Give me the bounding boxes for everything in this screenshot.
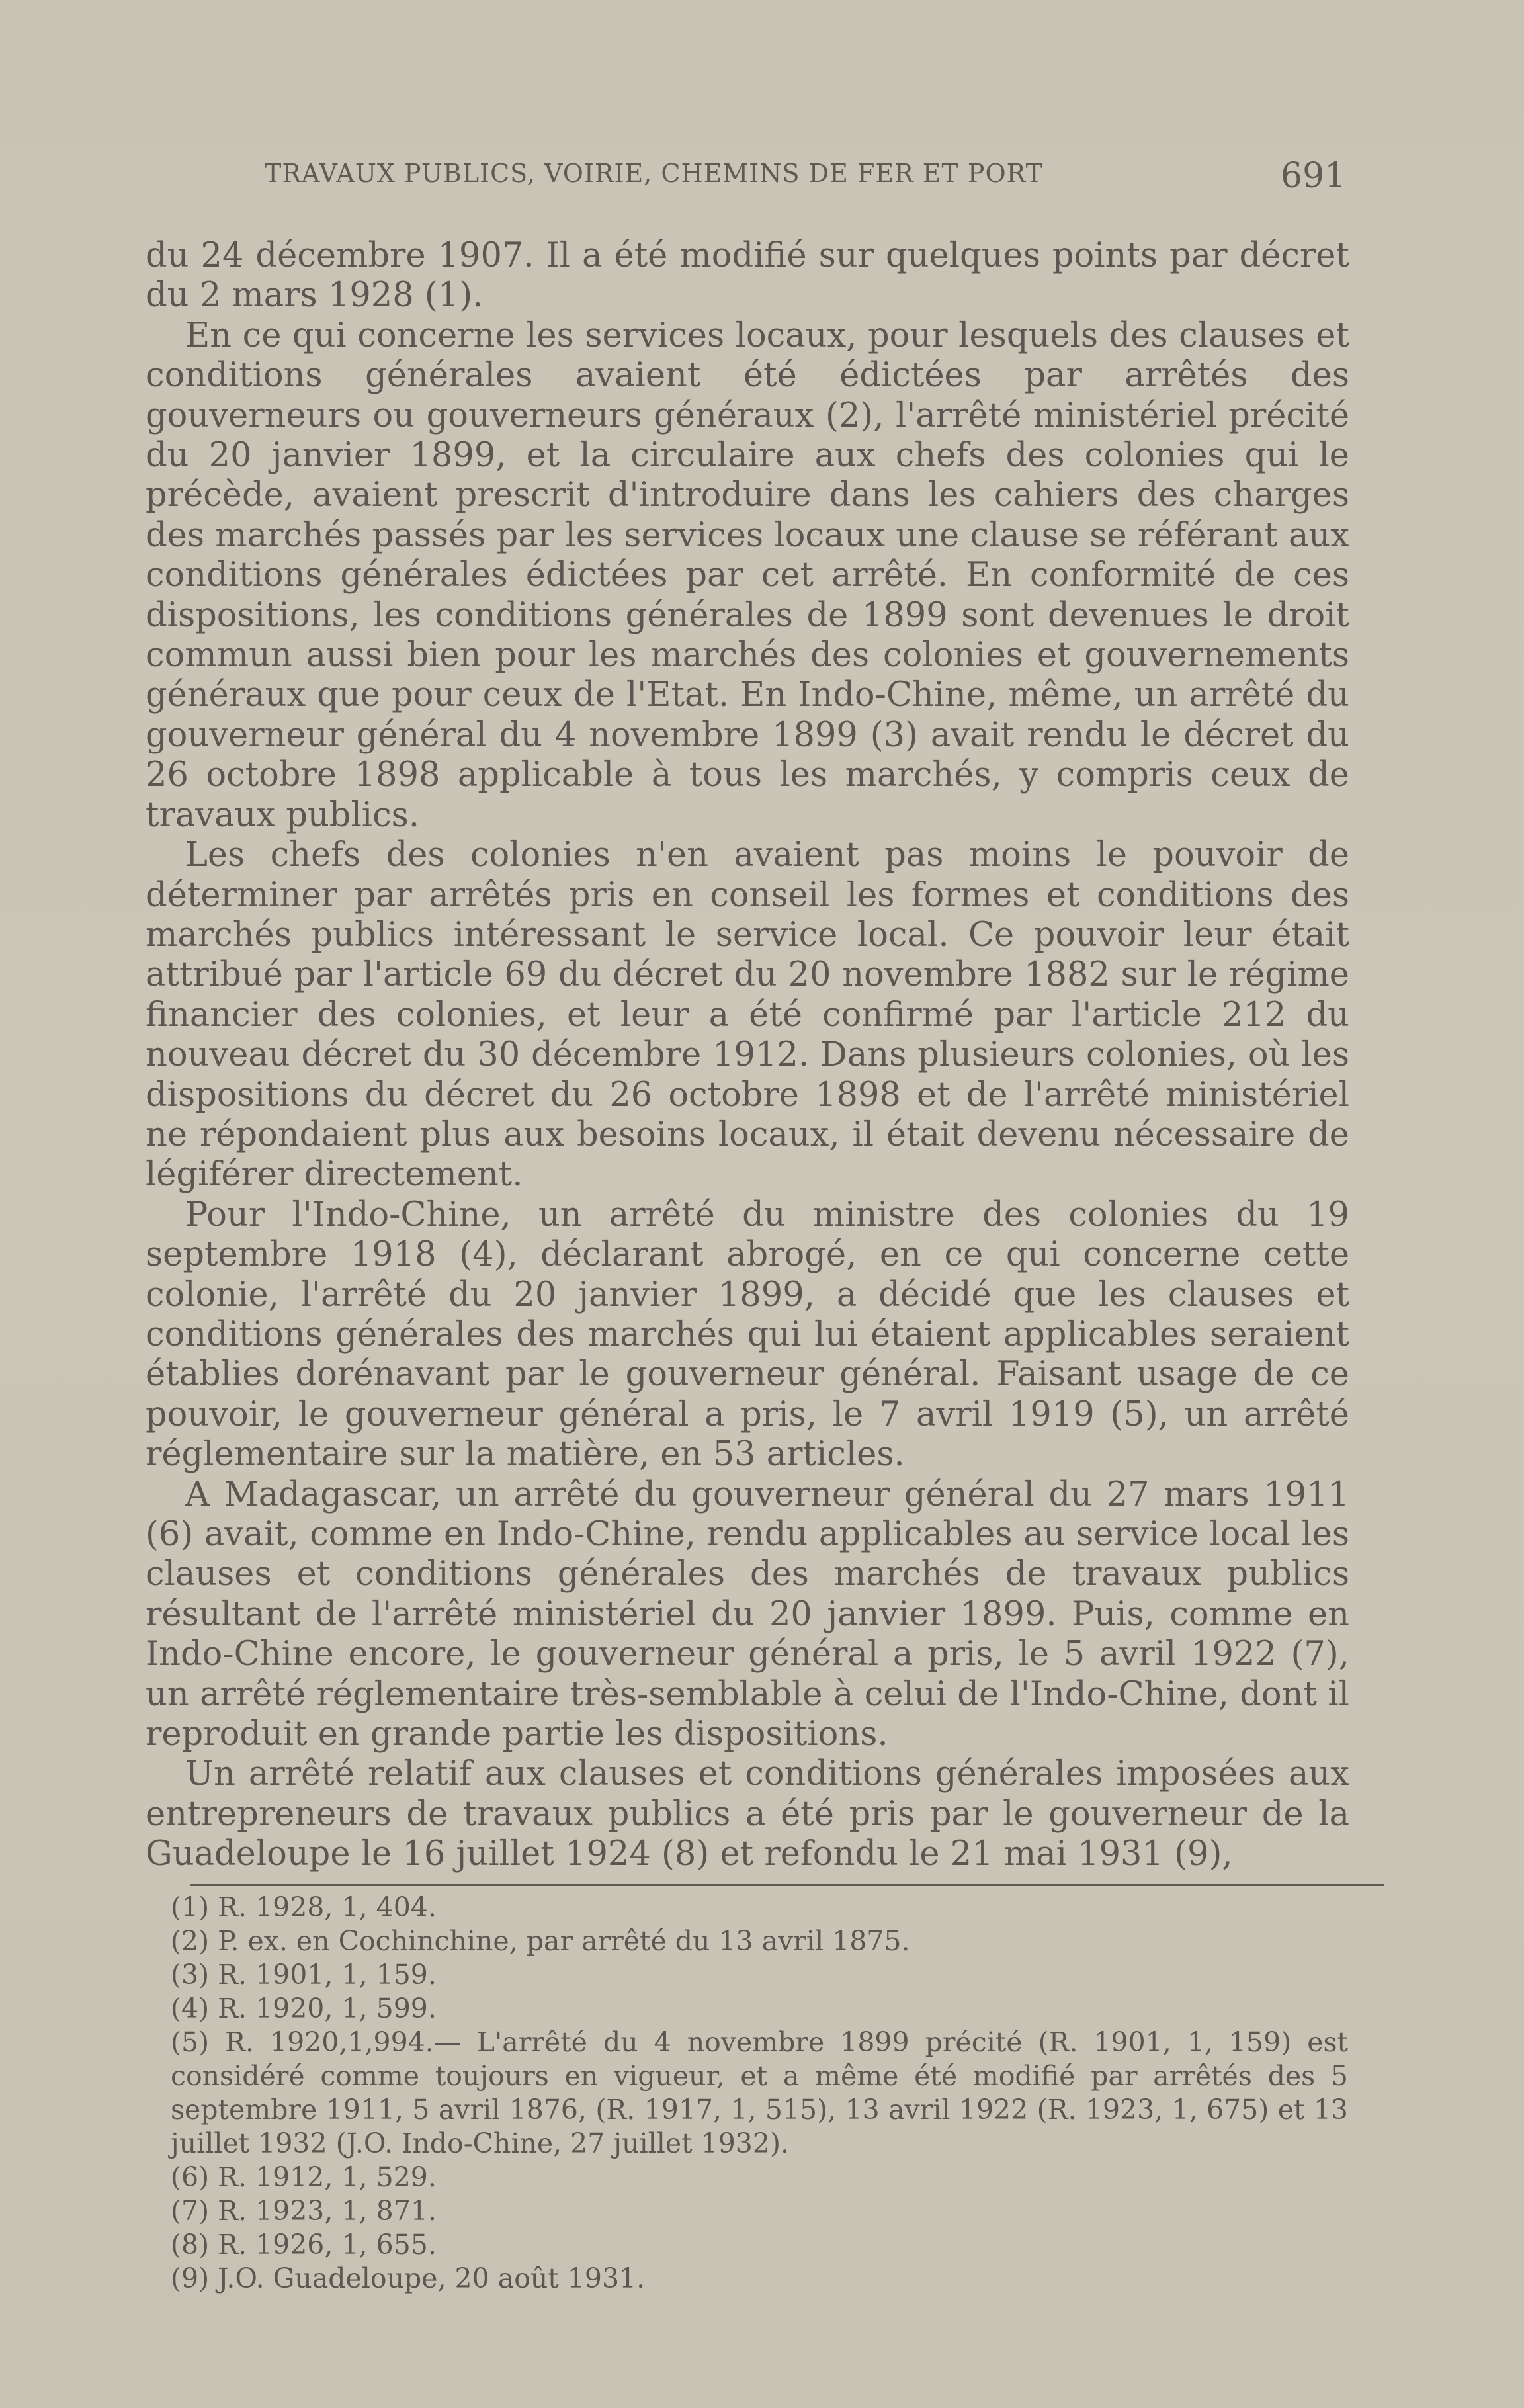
- main-text: [146, 236, 1349, 1875]
- paragraph: Pour l'Indo-Chine, un arrêté du ministre des colonies du 19 septembre 1918 (4), déclarant abrogé, en ce qui concerne cette colonie, l'arrêté du 20 janvier 1899, a décidé que les clauses et conditions générales des marchés qui lui étaient applicables seraient établies dorénavant par le gouverneur général. Faisant usage de ce pouvoir, le gouverneur général a pris, le 7 avril 1919 (5), un arrêté réglementaire sur la matière, en 53 articles.: [146, 1195, 1349, 1475]
- paragraph: Les chefs des colonies n'en avaient pas moins le pouvoir de déterminer par arrêtés pris en conseil les formes et conditions des marchés publics intéressant le service local. Ce pouvoir leur était attribué par l'article 69 du décret du 20 novembre 1882 sur le régime financier des colonies, et leur a été confirmé par l'article 212 du nouveau décret du 30 décembre 1912. Dans plusieurs colonies, où les dispositions du décret du 26 octobre 1898 et de l'arrêté ministériel ne répondaient plus aux besoins locaux, il était devenu nécessaire de légiférer directement.: [146, 836, 1349, 1195]
- footnote: (3) R. 1901, 1, 159.: [171, 1959, 437, 1991]
- footnote: (7) R. 1923, 1, 871.: [171, 2195, 437, 2227]
- footnote-separator: [190, 1884, 1384, 1886]
- paragraph: du 24 décembre 1907. Il a été modifié sur quelques points par décret du 2 mars 1928 (1).: [146, 236, 1349, 316]
- paragraph: Un arrêté relatif aux clauses et conditions générales imposées aux entrepreneurs de travaux publics a été pris par le gouverneur de la Guadeloupe le 16 juillet 1924 (8) et refondu le 21 mai 1931 (9),: [146, 1754, 1349, 1874]
- footnotes: [171, 1891, 1348, 2296]
- footnote: (8) R. 1926, 1, 655.: [171, 2229, 437, 2260]
- footnote: (2) P. ex. en Cochinchine, par arrêté du 13 avril 1875.: [171, 1925, 910, 1957]
- footnote: (6) R. 1912, 1, 529.: [171, 2161, 437, 2193]
- running-title: TRAVAUX PUBLICS, VOIRIE, CHEMINS DE FER ET PORT: [265, 159, 1043, 188]
- paragraph: A Madagascar, un arrêté du gouverneur général du 27 mars 1911 (6) avait, comme en Indo-Chine, rendu applicables au service local les clauses et conditions générales des marchés de travaux publics résultant de l'arrêté ministériel du 20 janvier 1899. Puis, comme en Indo-Chine encore, le gouverneur général a pris, le 5 avril 1922 (7), un arrêté réglementaire très-semblable à celui de l'Indo-Chine, dont il reproduit en grande partie les dispositions.: [146, 1475, 1349, 1754]
- footnote: (9) J.O. Guadeloupe, 20 août 1931.: [171, 2262, 646, 2294]
- footnote: (1) R. 1928, 1, 404.: [171, 1891, 437, 1923]
- footnote: (5) R. 1920,1,994.— L'arrêté du 4 novembre 1899 précité (R. 1901, 1, 159) est considéré comme toujours en vigueur, et a même été modifié par arrêtés des 5 septembre 1911, 5 avril 1876, (R. 1917, 1, 515), 13 avril 1922 (R. 1923, 1, 675) et 13 juillet 1932 (J.O. Indo-Chine, 27 juillet 1932).: [171, 2026, 1348, 2159]
- paragraph: En ce qui concerne les services locaux, pour lesquels des clauses et conditions générales avaient été édictées par arrêtés des gouverneurs ou gouverneurs généraux (2), l'arrêté ministériel précité du 20 janvier 1899, et la circulaire aux chefs des colonies qui le précède, avaient prescrit d'introduire dans les cahiers des charges des marchés passés par les services locaux une clause se référant aux conditions générales édictées par cet arrêté. En conformité de ces dispositions, les conditions générales de 1899 sont devenues le droit commun aussi bien pour les marchés des colonies et gouvernements généraux que pour ceux de l'Etat. En Indo-Chine, même, un arrêté du gouverneur général du 4 novembre 1899 (3) avait rendu le décret du 26 octobre 1898 applicable à tous les marchés, y compris ceux de travaux publics.: [146, 316, 1349, 835]
- page-number: 691: [1281, 156, 1347, 196]
- footnote: (4) R. 1920, 1, 599.: [171, 1993, 437, 2024]
